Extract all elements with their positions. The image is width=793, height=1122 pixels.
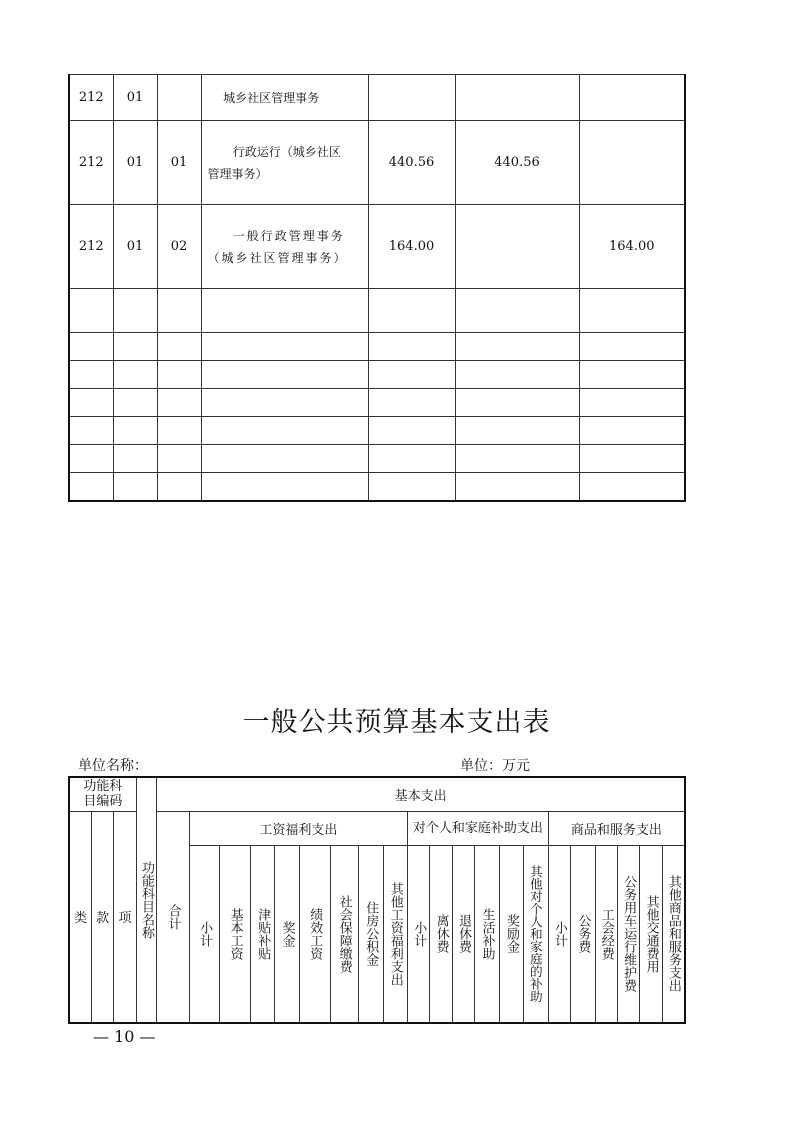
goods-group-header: 商品和服务支出 xyxy=(548,811,685,845)
personal-col-label: 其他对个人和家庭的补助 xyxy=(528,865,544,1003)
wage-col-label: 绩效工资 xyxy=(307,907,323,960)
personal-col-header xyxy=(407,845,429,1023)
table-row xyxy=(69,361,685,389)
name-line-1: 城乡社区管理事务 xyxy=(223,90,320,105)
name-line-2: 管理事务） xyxy=(207,166,268,181)
basic-expenditure-header: 基本支出 xyxy=(157,777,685,811)
cell-name xyxy=(201,75,368,121)
func-code-header xyxy=(69,777,136,811)
xiang-text: 项 xyxy=(118,911,132,927)
empty-cell xyxy=(368,361,455,389)
empty-cell xyxy=(157,333,201,361)
page-number: — 10 — xyxy=(93,1027,156,1046)
empty-cell xyxy=(579,333,685,361)
empty-cell xyxy=(368,289,455,333)
empty-cell xyxy=(201,289,368,333)
personal-col-label: 奖励金 xyxy=(503,914,519,954)
cell-kuan: 01 xyxy=(113,75,157,121)
empty-cell xyxy=(368,473,455,501)
empty-cell xyxy=(368,417,455,445)
wage-col-label: 小计 xyxy=(197,920,213,947)
cell-lei: 212 xyxy=(69,205,113,289)
personal-col-header xyxy=(430,845,452,1023)
empty-cell xyxy=(69,361,113,389)
total-text: 合计 xyxy=(165,903,181,930)
wage-col-label: 奖金 xyxy=(279,920,295,947)
cell-project xyxy=(579,121,685,205)
empty-cell xyxy=(157,289,201,333)
func-name-header xyxy=(136,777,156,1023)
table-row xyxy=(69,445,685,473)
table-row xyxy=(69,289,685,333)
kuan-text: 款 xyxy=(96,911,110,927)
cell-name xyxy=(201,205,368,289)
empty-cell xyxy=(157,445,201,473)
empty-cell xyxy=(455,289,579,333)
cell-total xyxy=(368,75,455,121)
empty-cell xyxy=(201,473,368,501)
empty-cell xyxy=(113,473,157,501)
empty-cell xyxy=(157,473,201,501)
name-line-2: （城乡社区管理事务） xyxy=(207,250,348,265)
goods-col-header xyxy=(548,845,570,1023)
empty-cell xyxy=(157,417,201,445)
goods-col-header xyxy=(571,845,595,1023)
total-header xyxy=(157,811,190,1023)
wage-col-label: 社会保障缴费 xyxy=(336,894,352,973)
wage-col-label: 津贴补贴 xyxy=(255,907,271,960)
wage-col-label: 其他工资福利支出 xyxy=(387,881,403,986)
table-row xyxy=(69,121,685,205)
kuan-header xyxy=(91,811,113,1023)
goods-col-header xyxy=(640,845,662,1023)
goods-col-label: 其他商品和服务支出 xyxy=(665,875,681,993)
empty-cell xyxy=(69,417,113,445)
empty-cell xyxy=(201,389,368,417)
basic-expenditure-table xyxy=(68,776,686,1024)
personal-col-header xyxy=(524,845,548,1023)
wage-col-header xyxy=(299,845,330,1023)
empty-cell xyxy=(455,417,579,445)
cell-kuan: 01 xyxy=(113,121,157,205)
budget-table-continued xyxy=(68,74,686,502)
table-row xyxy=(69,473,685,501)
table-row xyxy=(69,417,685,445)
goods-col-label: 公务用车运行维护费 xyxy=(621,875,637,993)
cell-total: 164.00 xyxy=(368,205,455,289)
personal-col-label: 生活补助 xyxy=(479,907,495,960)
empty-cell xyxy=(157,389,201,417)
page-title: 一般公共预算基本支出表 xyxy=(242,707,551,738)
cell-name xyxy=(201,121,368,205)
cell-xiang: 01 xyxy=(157,121,201,205)
goods-col-header xyxy=(595,845,617,1023)
empty-cell xyxy=(113,417,157,445)
empty-cell xyxy=(579,417,685,445)
cell-total: 440.56 xyxy=(368,121,455,205)
empty-cell xyxy=(201,417,368,445)
lei-text: 类 xyxy=(73,911,87,927)
cell-kuan: 01 xyxy=(113,205,157,289)
empty-cell xyxy=(113,445,157,473)
func-name-text: 功能科目名称 xyxy=(138,861,154,939)
wage-col-label: 基本工资 xyxy=(227,907,243,960)
empty-cell xyxy=(579,389,685,417)
empty-cell xyxy=(69,289,113,333)
empty-cell xyxy=(157,361,201,389)
personal-group-header: 对个人和家庭补助支出 xyxy=(407,811,548,845)
empty-cell xyxy=(113,289,157,333)
personal-col-header xyxy=(452,845,474,1023)
cell-basic: 440.56 xyxy=(455,121,579,205)
empty-cell xyxy=(455,389,579,417)
table-row xyxy=(69,205,685,289)
cell-xiang xyxy=(157,75,201,121)
goods-col-label: 小计 xyxy=(551,920,567,947)
cell-project xyxy=(579,75,685,121)
goods-col-header xyxy=(617,845,639,1023)
empty-cell xyxy=(201,361,368,389)
empty-cell xyxy=(455,445,579,473)
wage-group-header: 工资福利支出 xyxy=(189,811,407,845)
name-line-1: 一般行政管理事务 xyxy=(232,228,345,243)
empty-cell xyxy=(368,445,455,473)
wage-col-header xyxy=(220,845,251,1023)
personal-col-label: 离休费 xyxy=(433,914,449,954)
wage-col-label: 住房公积金 xyxy=(363,901,379,967)
goods-col-header xyxy=(662,845,685,1023)
goods-col-label: 公务费 xyxy=(575,914,591,954)
cell-xiang: 02 xyxy=(157,205,201,289)
cell-basic xyxy=(455,205,579,289)
empty-cell xyxy=(579,473,685,501)
empty-cell xyxy=(69,389,113,417)
empty-cell xyxy=(69,473,113,501)
wage-col-header xyxy=(330,845,359,1023)
lei-header xyxy=(69,811,91,1023)
empty-cell xyxy=(113,389,157,417)
table-row xyxy=(69,333,685,361)
cell-project: 164.00 xyxy=(579,205,685,289)
table-row xyxy=(69,389,685,417)
empty-cell xyxy=(579,289,685,333)
empty-cell xyxy=(201,333,368,361)
empty-cell xyxy=(455,473,579,501)
wage-col-header xyxy=(359,845,383,1023)
cell-lei: 212 xyxy=(69,75,113,121)
cell-lei: 212 xyxy=(69,121,113,205)
wage-col-header xyxy=(250,845,274,1023)
empty-cell xyxy=(579,361,685,389)
empty-cell xyxy=(368,389,455,417)
table-row xyxy=(69,75,685,121)
personal-col-header xyxy=(499,845,523,1023)
empty-cell xyxy=(69,445,113,473)
wage-col-header xyxy=(189,845,220,1023)
empty-cell xyxy=(579,445,685,473)
func-code-text: 功能科目编码 xyxy=(83,779,123,810)
unit-label: 单位：万元 xyxy=(460,758,530,774)
empty-cell xyxy=(455,333,579,361)
xiang-header xyxy=(114,811,136,1023)
personal-col-header xyxy=(475,845,499,1023)
empty-cell xyxy=(113,333,157,361)
name-line-1: 行政运行（城乡社区 xyxy=(232,144,341,159)
goods-col-label: 工会经费 xyxy=(598,907,614,960)
cell-basic xyxy=(455,75,579,121)
empty-cell xyxy=(368,333,455,361)
empty-cell xyxy=(201,445,368,473)
unit-name-label: 单位名称： xyxy=(78,758,148,774)
goods-col-label: 其他交通费用 xyxy=(643,894,659,973)
empty-cell xyxy=(455,361,579,389)
empty-cell xyxy=(113,361,157,389)
wage-col-header xyxy=(275,845,299,1023)
empty-cell xyxy=(69,333,113,361)
personal-col-label: 退休费 xyxy=(456,914,472,954)
wage-col-header xyxy=(383,845,407,1023)
personal-col-label: 小计 xyxy=(411,920,427,947)
